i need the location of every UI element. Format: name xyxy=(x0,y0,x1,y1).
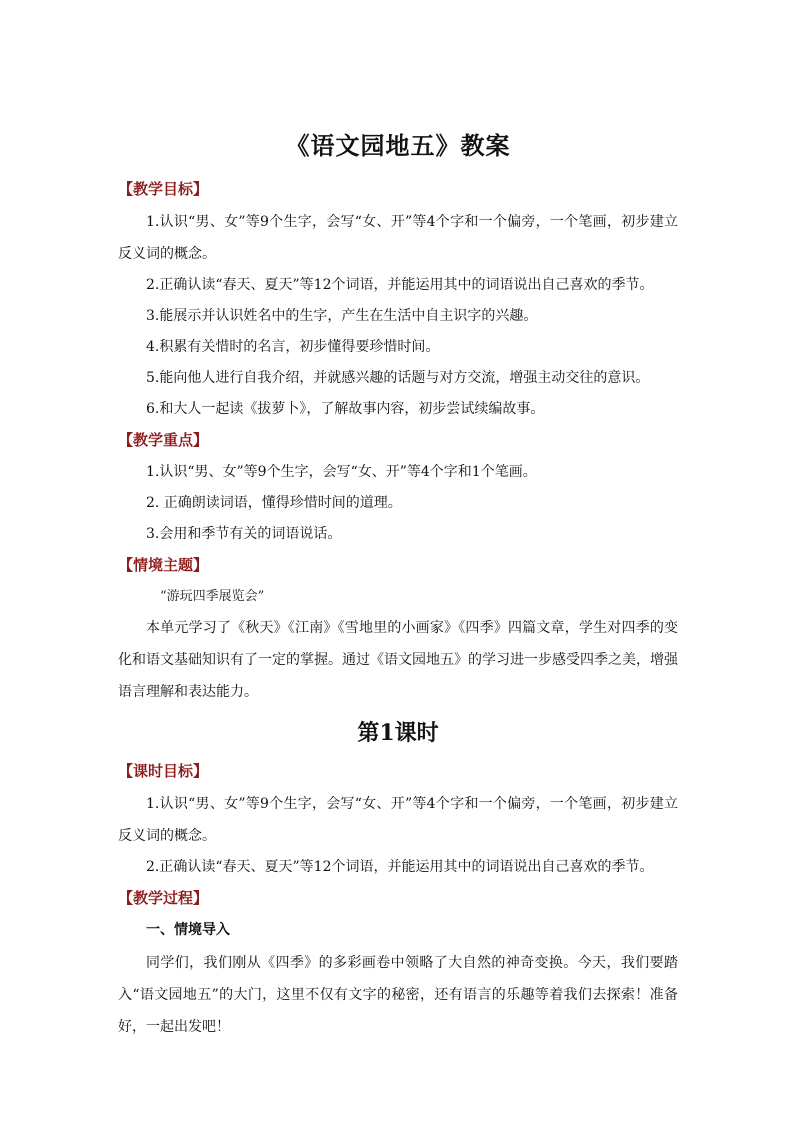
step-heading: 一、情境导入 xyxy=(146,922,230,938)
lesson-title: 第1课时 xyxy=(357,720,439,746)
goal-item: 5.能向他人进行自我介绍，并就感兴趣的话题与对方交流，增强主动交往的意识。 xyxy=(146,370,650,386)
theme-quote: “游玩四季展览会” xyxy=(160,589,265,604)
goal-item: 3.能展示并认识姓名中的生字，产生在生活中自主识字的兴趣。 xyxy=(146,308,538,324)
section-heading-goals: 【教学目标】 xyxy=(118,180,209,198)
theme-text: 本单元学习了《秋天》《江南》《雪地里的小画家》《四季》四篇文章，学生对四季的变化和语文基础知识有了一定的掌握。通过《语文园地五》的学习进一步感受四季之美，增强语言理解和表达能力。 xyxy=(118,620,678,700)
section-heading-key-points: 【教学重点】 xyxy=(118,431,209,449)
key-point-item: 1.认识“男、女”等9个生字，会写“女、开”等4个字和1个笔画。 xyxy=(146,464,537,480)
lesson-goal-item: 1.认识“男、女”等9个生字，会写“女、开”等4个字和一个偏旁，一个笔画，初步建立反义词的概念。 xyxy=(118,796,678,844)
key-point-item: 3.会用和季节有关的词语说话。 xyxy=(146,526,342,542)
goal-item: 6.和大人一起读《拔萝卜》，了解故事内容，初步尝试续编故事。 xyxy=(146,401,545,417)
section-heading-lesson-goals: 【课时目标】 xyxy=(118,762,209,780)
goal-item: 4.积累有关惜时的名言，初步懂得要珍惜时间。 xyxy=(146,339,440,355)
goal-item: 2.正确认读“春天、夏天”等12个词语，并能运用其中的词语说出自己喜欢的季节。 xyxy=(146,277,654,293)
lesson-goal-item: 2.正确认读“春天、夏天”等12个词语，并能运用其中的词语说出自己喜欢的季节。 xyxy=(146,859,654,875)
goal-item: 1.认识“男、女”等9个生字，会写“女、开”等4个字和一个偏旁，一个笔画，初步建立反义词的概念。 xyxy=(118,214,678,262)
document-title: 《语文园地五》教案 xyxy=(285,131,511,160)
document-page xyxy=(118,128,678,1043)
section-heading-theme: 【情境主题】 xyxy=(118,556,209,574)
section-heading-process: 【教学过程】 xyxy=(118,889,209,907)
key-point-item: 2. 正确朗读词语，懂得珍惜时间的道理。 xyxy=(146,495,402,511)
step-text: 同学们，我们刚从《四季》的多彩画卷中领略了大自然的神奇变换。今天，我们要踏入“语文园地五”的大门，这里不仅有文字的秘密，还有语言的乐趣等着我们去探索！准备好，一起出发吧！ xyxy=(118,955,678,1035)
